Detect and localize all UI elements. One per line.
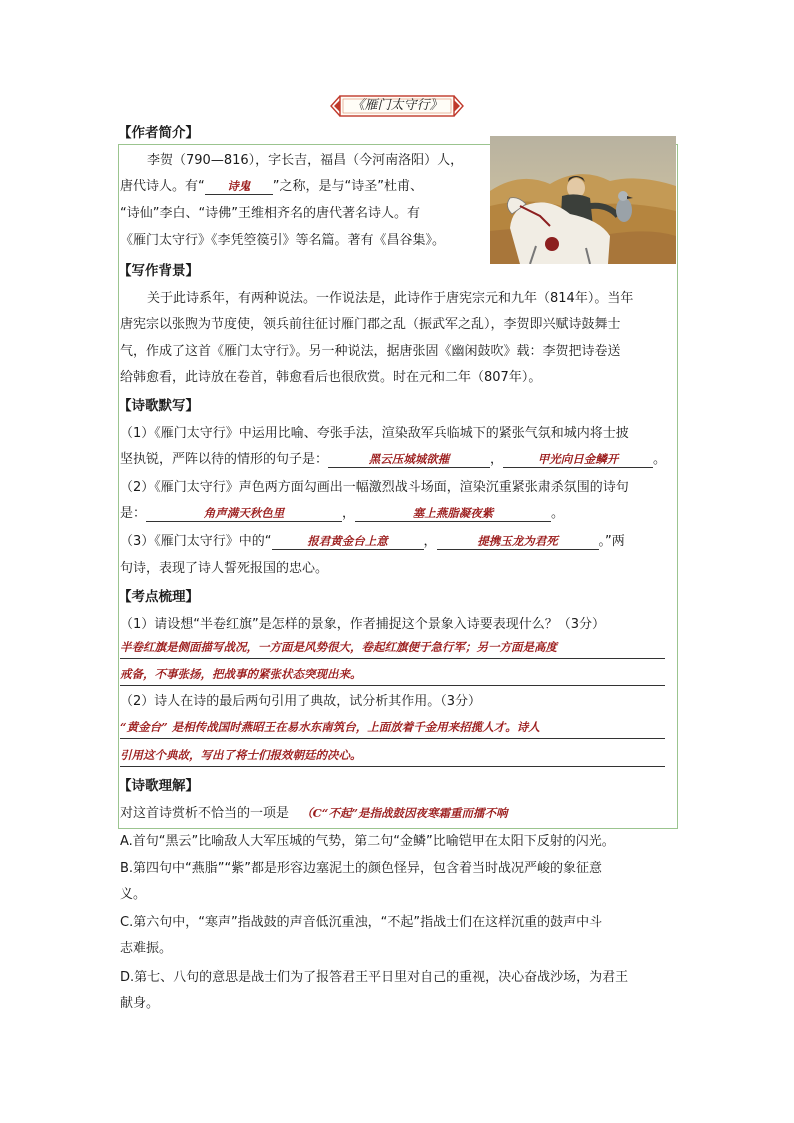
dictation-q1-prompt: 坚执锐，严阵以待的情形的句子是： xyxy=(120,452,329,467)
author-line-1: 李贺（790—816），字长吉，福昌（今河南洛阳）人， xyxy=(147,153,464,168)
points-q2: （2）诗人在诗的最后两句引用了典故，试分析其作用。（3分） xyxy=(120,694,482,709)
dictation-q2-prompt: 是： xyxy=(120,506,147,521)
painting-horseman-falconer-icon xyxy=(490,136,676,264)
points-a2-line-1: “黄金台” 是相传战国时燕昭王在易水东南筑台，上面放着千金用来招揽人才。诗人 xyxy=(120,717,665,739)
section-background: 【写作背景】 xyxy=(118,263,199,279)
background-line-3: 气，作成了这首《雁门太守行》。另一种说法，据唐张固《幽闲鼓吹》载：李贺把诗卷送 xyxy=(120,344,621,359)
dictation-q1-line-2 xyxy=(120,451,666,469)
background-line-1: 关于此诗系年，有两种说法。一作说法是，此诗作于唐宪宗元和九年（814年）。当年 xyxy=(147,291,634,306)
option-b-line-1: B.第四句中“燕脂”“紫”都是形容边塞泥土的颜色怪异，包含着当时战况严峻的象征意 xyxy=(120,861,602,876)
answer-blank-q3-1: 报君黄金台上意 xyxy=(272,533,424,550)
section-author: 【作者简介】 xyxy=(118,125,199,141)
section-understanding: 【诗歌理解】 xyxy=(118,778,199,794)
answer-blank-q2-2: 塞上燕脂凝夜紫 xyxy=(355,505,551,522)
points-a1-line-1: 半卷红旗是侧面描写战况，一方面是风势很大，卷起红旗便于急行军；另一方面是高度 xyxy=(120,637,665,659)
dictation-q1-line-1: （1）《雁门太守行》中运用比喻、夸张手法，渲染敌军兵临城下的紧张气氛和城内将士披 xyxy=(120,426,629,441)
page-title: 《雁门太守行》 xyxy=(351,98,443,113)
option-b-line-2: 义。 xyxy=(120,887,147,902)
dictation-q2-line-2 xyxy=(120,505,564,523)
dictation-q3-sep: ， xyxy=(423,534,437,549)
understanding-question xyxy=(120,804,508,823)
author-line-3: “诗仙”李白、“诗佛”王维相齐名的唐代著名诗人。有 xyxy=(120,206,420,221)
option-c-line-1: C.第六句中，“寒声”指战鼓的声音低沉重浊，“不起”指战士们在这样沉重的鼓声中斗 xyxy=(120,915,603,930)
dictation-q1-sep: ， xyxy=(490,452,504,467)
dictation-q2-sep: ， xyxy=(342,506,356,521)
understanding-answer: （C“不起”是指战鼓因夜寒霜重而擂不响 xyxy=(301,806,508,820)
title-ornament xyxy=(330,95,464,117)
section-dictation: 【诗歌默写】 xyxy=(118,398,199,414)
answer-blank-q3-2: 提携玉龙为君死 xyxy=(437,533,599,550)
dictation-q3-end: 。”两 xyxy=(598,534,625,549)
answer-blank-q1-2: 甲光向日金鳞开 xyxy=(503,451,653,468)
author-line-4: 《雁门太守行》《李凭箜篌引》等名篇。著有《昌谷集》。 xyxy=(120,233,446,248)
understanding-prompt: 对这首诗赏析不恰当的一项是 xyxy=(120,806,290,821)
answer-blank-poet-title: 诗鬼 xyxy=(205,178,273,195)
background-line-4: 给韩愈看，此诗放在卷首，韩愈看后也很欣赏。时在元和二年（807年）。 xyxy=(120,370,542,385)
points-a2-line-2: 引用这个典故，写出了将士们报效朝廷的决心。 xyxy=(120,745,665,767)
background-line-2: 唐宪宗以张煦为节度使，领兵前往征讨雁门郡之乱（振武军之乱），李贺即兴赋诗鼓舞士 xyxy=(120,317,621,332)
option-c-line-2: 志难振。 xyxy=(120,941,173,956)
author-line-2-a: 唐代诗人。有“ xyxy=(120,179,205,194)
option-d-line-1: D.第七、八句的意思是战士们为了报答君王平日里对自己的重视，决心奋战沙场，为君王 xyxy=(120,970,629,985)
option-d-line-2: 献身。 xyxy=(120,996,160,1011)
author-line-2 xyxy=(120,178,423,196)
points-a1-line-2: 戒备，不事张扬，把战事的紧张状态突现出来。 xyxy=(120,664,665,686)
section-points: 【考点梳理】 xyxy=(118,589,199,605)
points-q1: （1）请设想“半卷红旗”是怎样的景象，作者捕捉这个景象入诗要表现什么？（3分） xyxy=(120,617,606,632)
dictation-q2-line-1: （2）《雁门太守行》声色两方面勾画出一幅激烈战斗场面，渲染沉重紧张肃杀氛围的诗句 xyxy=(120,480,629,495)
option-a: A.首句“黑云”比喻敌人大军压城的气势，第二句“金鳞”比喻铠甲在太阳下反射的闪光。 xyxy=(120,834,615,849)
answer-blank-q2-1: 角声满天秋色里 xyxy=(146,505,342,522)
dictation-q3-line-1 xyxy=(120,533,625,551)
dictation-q1-end: 。 xyxy=(653,452,667,467)
author-line-2-b: ”之称，是与“诗圣”杜甫、 xyxy=(272,179,423,194)
dictation-q3-prompt: （3）《雁门太守行》中的“ xyxy=(120,534,272,549)
answer-blank-q1-1: 黑云压城城欲摧 xyxy=(328,451,490,468)
dictation-q2-end: 。 xyxy=(551,506,565,521)
dictation-q3-line-2: 句诗，表现了诗人誓死报国的忠心。 xyxy=(120,561,329,576)
